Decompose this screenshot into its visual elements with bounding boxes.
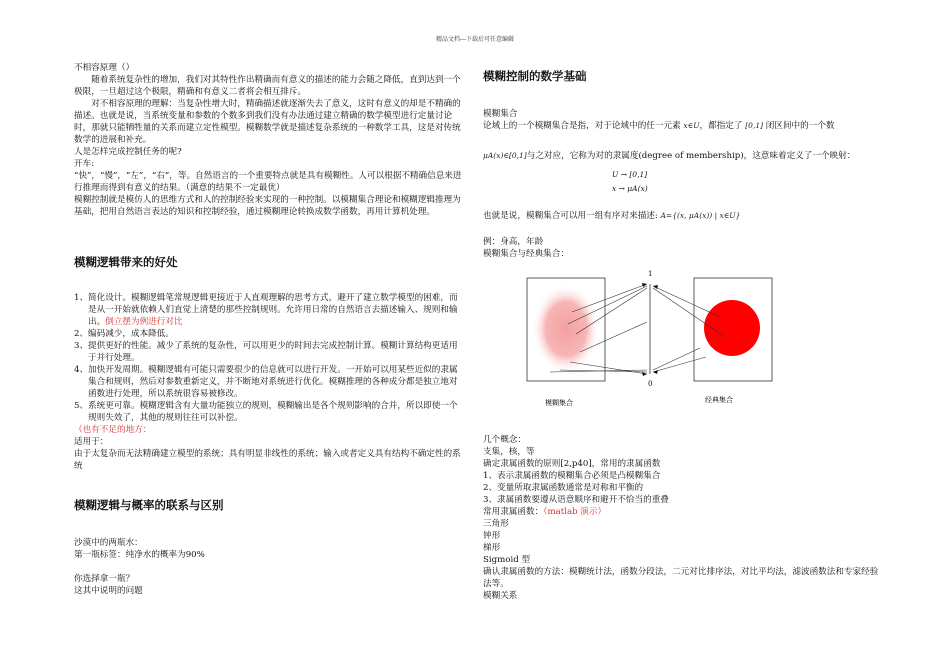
classic-set-circle [704, 300, 760, 356]
which-question: 你选择拿一瓶？ [74, 574, 135, 584]
mf-sigmoid: Sigmoid 型 [483, 555, 531, 565]
bottle-1-text: 第一瓶标签：纯净水的概率为90% [74, 550, 205, 560]
principle-list [483, 470, 883, 506]
math-set-formula: A={(x, μA(x)) | x∈U} [660, 211, 741, 220]
heading-benefits: 模糊逻辑带来的好处 [74, 255, 178, 269]
math-interval: [0,1] [745, 121, 764, 130]
heading-math: 模糊控制的数学基础 [483, 69, 587, 83]
fuzzy-set-caption: 模糊集合 [545, 399, 573, 407]
common-mf-line: 常用隶属函数：（matlab 演示） [483, 507, 607, 517]
paragraph-3: 模糊控制就是模仿人的思维方式和人的控制经验来实现的一种控制。以模糊集合理论和模糊逻辑推理为基础，把用自然语言表达的知识和控制经验，通过模糊理论转换成数学函数，再用计算机处理。 [74, 195, 461, 217]
axis-zero-label: 0 [648, 380, 653, 388]
paragraph-1: 随着系统复杂性的增加，我们对其特性作出精确而有意义的描述的能力会随之降低，直到达到一个极限，一旦超过这个极限，精确和有意义二者将会相互排斥。 [74, 75, 461, 97]
mf-triangle: 三角形 [483, 519, 509, 529]
example-text: 例：身高，年龄 [483, 237, 544, 247]
list-item: 1、 简化设计。模糊逻辑笔常规逻辑更接近于人直观理解的思考方式，避开了建立数学模型的困难，而是从一开始就依赖人们直觉上清楚的那些控制规则。允许用日常的自然语言去描述输入、规则和输出。倒立摆为例进行对比 [74, 293, 458, 327]
math-x-in-u: x∈U [683, 121, 700, 130]
heading-probability: 模糊逻辑与概率的联系与区别 [74, 498, 224, 512]
list-item: 4、 加快开发周期。模糊逻辑有可能只需要很少的信息就可以进行开发。一开始可以用某些近似的隶属集合和规则，然后对参数重新定义，并不断地对系统进行优化。模糊推理的各种成分都是独立地对函数进行处理，所以系统很容易被修改。 [74, 365, 458, 399]
mapping-line-1: U → [0,1] [612, 170, 648, 179]
definition-line-1: 论域上的一个模糊集合是指，对于论域中的任一元素 x∈U，都指定了 [0,1] 闭区间中的一个数 [483, 121, 835, 131]
list-item: 3、 提供更好的性能。减少了系统的复杂性，可以用更少的时间去完成控制计算。模糊计算结构更适用于并行处理。 [74, 341, 458, 363]
concepts-items: 支集，核，等 [483, 447, 535, 457]
benefits-list [74, 292, 466, 424]
principle-text: 确定隶属函数的原则[2,p40]，常用的隶属函数 [483, 459, 661, 469]
definition-line-2: μA(x)∈[0,1]与之对应，它称为对的隶属度(degree of membership)，这意味着定义了一个映射： [483, 151, 856, 161]
paragraph-2: 对不相容原理的理解：当复杂性增大时，精确描述就逐渐失去了意义，这时有意义的却是不精确的描述。也就是说，当系统变量和参数的个数多到我们没有办法通过建立精确的数学模型进行定量讨论时，那就只能牺牲量的关系而建立定性模型。模糊数学就是描述复杂系统的一种数学工具，这是对传统数学的进展和补充。 [74, 99, 461, 145]
red-note: 倒立摆为例进行对比 [105, 317, 183, 327]
mf-bell: 钟形 [483, 531, 501, 541]
methods-text: 确认隶属函数的方法：模糊统计法，函数分段法，二元对比排序法，对比平均法，滤波函数法和专家经验法等。 [483, 567, 879, 589]
list-item: 2、 编码减少，成本降低。 [74, 329, 174, 339]
applicable-text: 由于太复杂而无法精确建立模型的系统；具有明显非线性的系统；输入或者定义具有结构不确定性的系统 [74, 449, 461, 471]
intro-title: 不相容原理（） [74, 63, 135, 73]
list-item: 1、 表示隶属函数的模糊集合必须是凸模糊集合 [483, 471, 661, 481]
fuzzy-set-shape [532, 284, 600, 374]
car-label: 开车: [74, 159, 95, 169]
list-item: 3、 隶属函数要遵从语意顺序和避开不恰当的重叠 [483, 495, 669, 505]
words-paragraph: “快”，“慢”，“左”，“右”，等。自然语言的一个重要特点就是具有模糊性。人可以根据不精确信息来进行推理而得到有意义的结果。（满意的结果不一定最优） [74, 171, 462, 193]
mapping-line-2: x → μA(x) [612, 184, 648, 193]
probability-section [74, 537, 466, 597]
list-item: 2、 变量所取隶属函数通常是对称和平衡的 [483, 483, 644, 493]
list-item: 5、 系统更可靠。模糊逻辑含有大量功能独立的规则，模糊输出是各个规则影响的合并，所以即使一个规则失效了，其他的规则往往可以补偿。 [74, 401, 458, 423]
issue-text: 这其中说明的问题 [74, 586, 143, 596]
classic-set-caption: 经典集合 [705, 396, 733, 404]
desert-text: 沙漠中的两瓶水： [74, 538, 143, 548]
concepts-section [483, 434, 883, 602]
fuzzy-set-label: 模糊集合 [483, 109, 518, 119]
mf-trapezoid: 梯形 [483, 543, 501, 553]
axis-one-label: 1 [648, 270, 653, 278]
question-1: 人是怎样完成控制任务的呢? [74, 147, 182, 157]
applicable-label: 适用于： [74, 437, 109, 447]
left-column [74, 62, 466, 218]
shortcoming-note: （也有不足的地方： [74, 425, 152, 435]
fuzzy-set-section [483, 108, 883, 132]
example-section [483, 236, 883, 260]
matlab-demo-note: （matlab 演示） [543, 507, 607, 517]
benefits-section [74, 292, 466, 472]
page-header: 精品文档---下载后可任意编辑 [435, 36, 515, 43]
fuzzy-vs-classic-figure [520, 262, 780, 412]
concepts-label: 几个概念： [483, 435, 526, 445]
math-membership: μA(x)∈[0,1] [483, 151, 527, 160]
set-repr-line: 也就是说，模糊集合可以用一组有序对来描述: A={(x, μA(x)) | x∈U} [483, 211, 741, 221]
compare-text: 模糊集合与经典集合： [483, 249, 569, 259]
relation-text: 模糊关系 [483, 591, 518, 601]
